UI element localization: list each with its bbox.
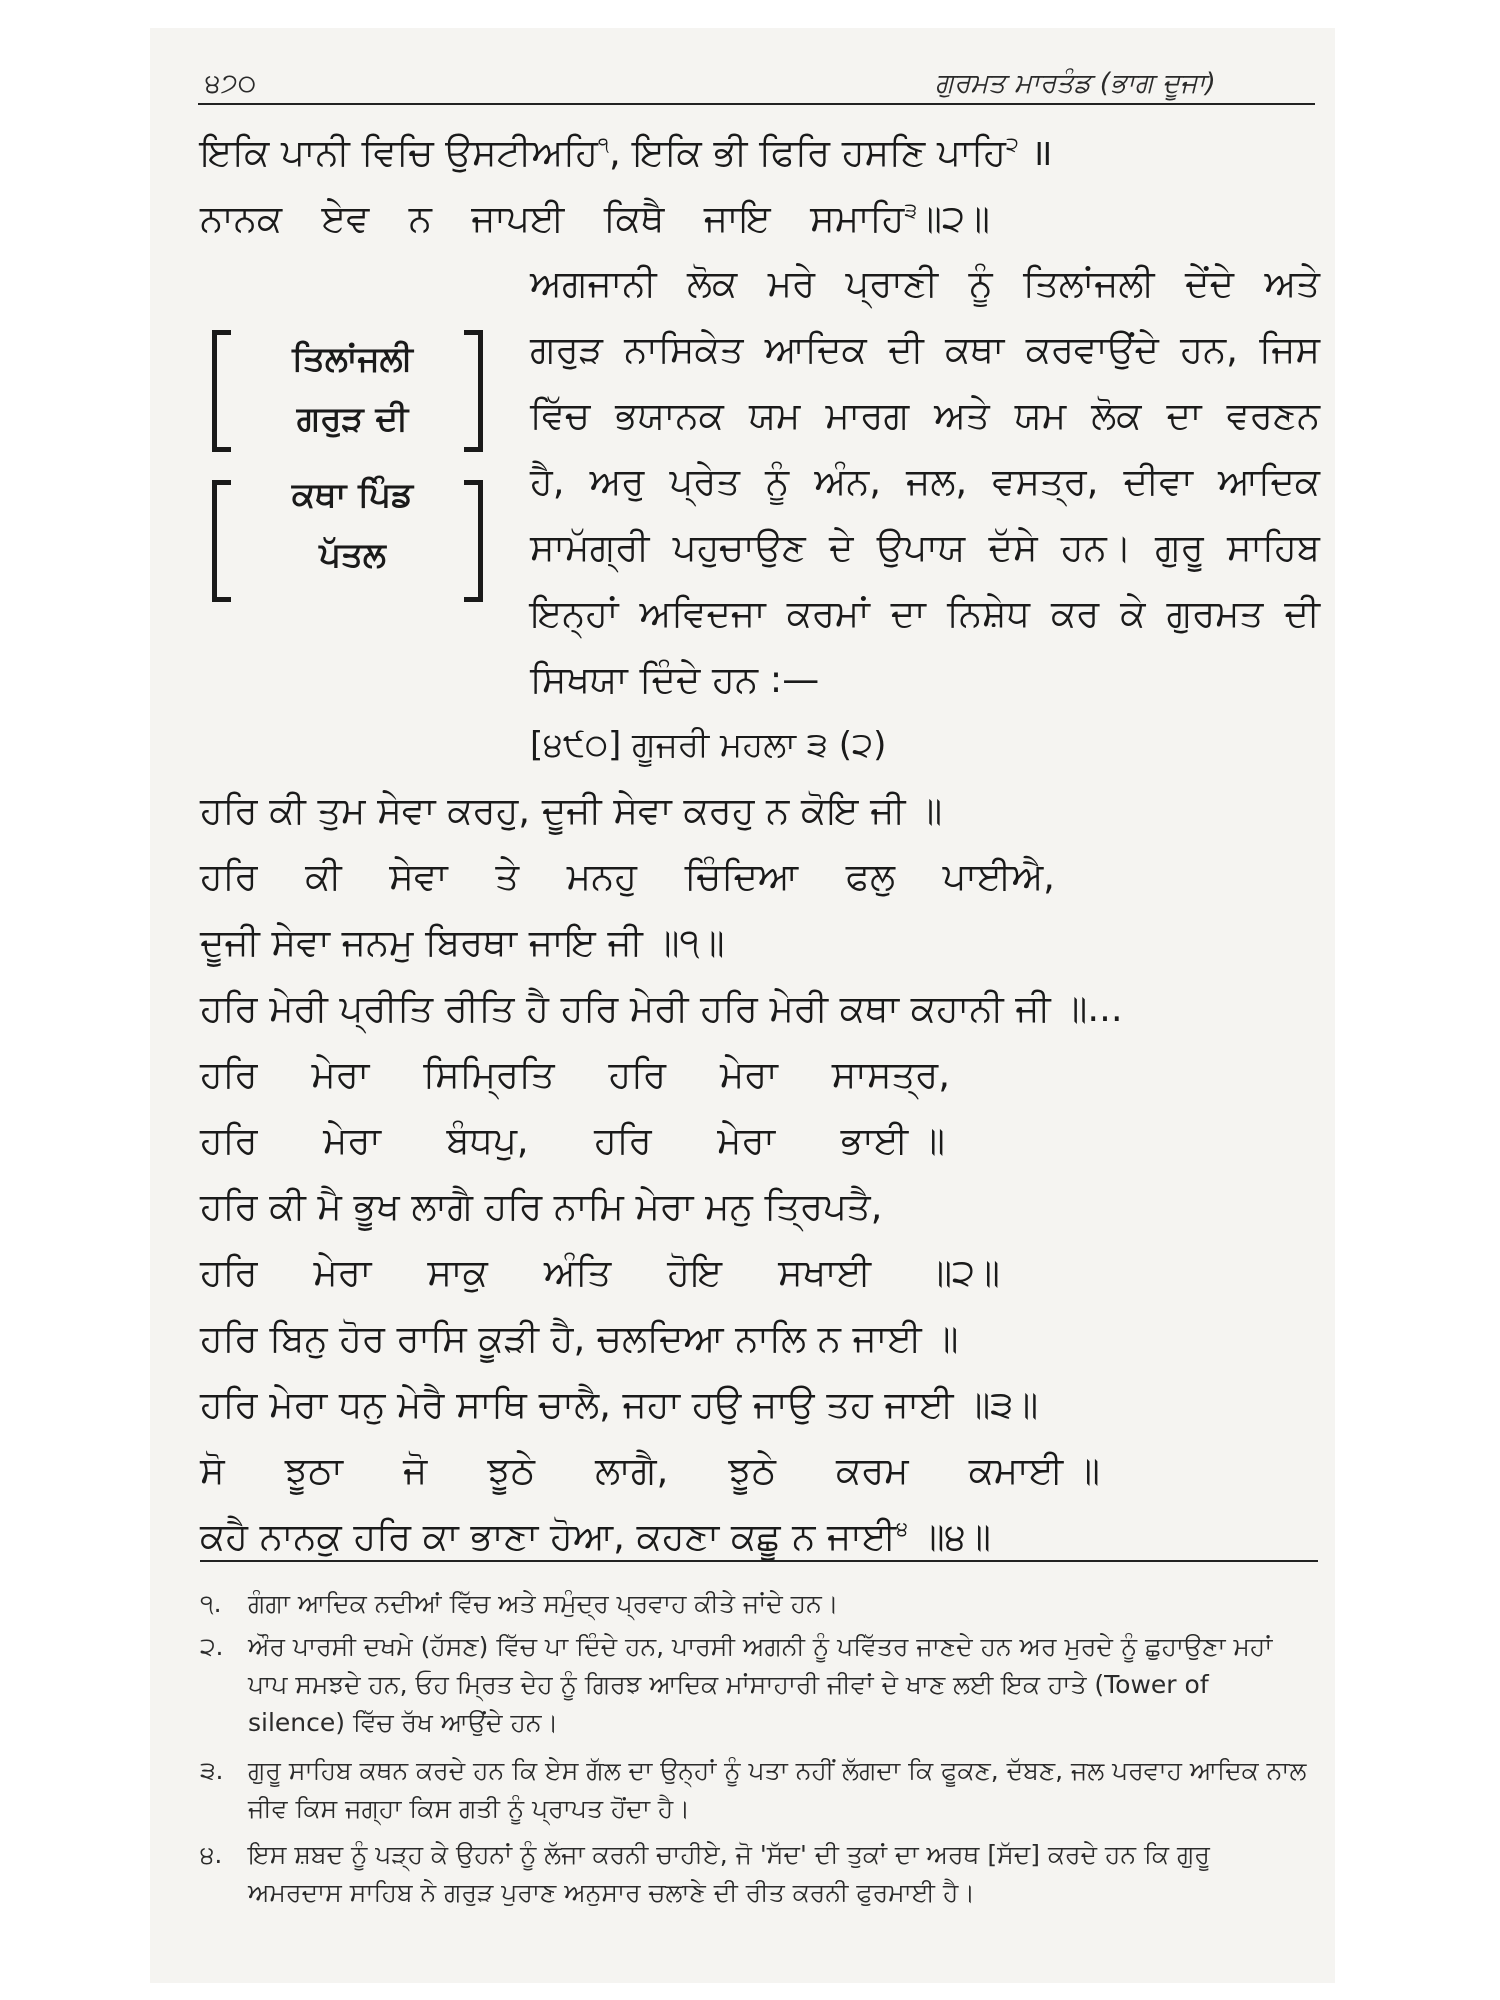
word: ਕੀ xyxy=(305,855,342,898)
word: ਲੋਕ xyxy=(687,262,738,305)
page-number: ੪੭੦ xyxy=(205,68,257,99)
margin-note-line: ਕਥਾ ਪਿੰਡ xyxy=(291,475,414,515)
word: ਜਾਇ xyxy=(703,197,771,240)
paragraph-line xyxy=(530,329,1320,372)
paragraph-line xyxy=(530,461,1320,504)
word: ਤਿਲਾਂਜਲੀ xyxy=(1023,262,1155,305)
verse-line-2 xyxy=(200,198,990,241)
scripture-reference: [੪੯੦] ਗੂਜਰੀ ਮਹਲਾ ੩ (੨) xyxy=(530,725,887,765)
footnote-ref: ੨ xyxy=(1006,132,1019,157)
word: ਕਰਮ xyxy=(836,1449,909,1492)
word: ਸਖਾਈ xyxy=(778,1251,872,1294)
shabad-line: ਹਰਿ ਮੇਰਾ ਧਨੁ ਮੇਰੈ ਸਾਥਿ ਚਾਲੈ, ਜਹਾ ਹਉ ਜਾਉ ਤਹ ਜਾਈ ॥੩॥ xyxy=(200,1383,1039,1426)
margin-note-box-1 xyxy=(240,330,465,449)
word: ਨਾਨਕ xyxy=(200,197,283,240)
word: ਆਦਿਕ xyxy=(764,328,867,371)
footnote-text: ਗੰਗਾ ਆਦਿਕ ਨਦੀਆਂ ਵਿੱਚ ਅਤੇ ਸਮੁੰਦ੍ਰ ਪ੍ਰਵਾਹ ਕੀਤੇ ਜਾਂਦੇ ਹਨ। xyxy=(248,1589,839,1618)
word: ਹੈ, xyxy=(530,460,565,503)
shabad-line xyxy=(200,1516,1320,1559)
footnote-text: ਗੁਰੂ ਸਾਹਿਬ ਕਥਨ ਕਰਦੇ ਹਨ ਕਿ ਏਸ ਗੱਲ ਦਾ ਉਨ੍ਹਾਂ ਨੂੰ ਪਤਾ ਨਹੀਂ ਲੱਗਦਾ ਕਿ ਫੂਕਣ, ਦੱਬਣ, ਜਲ ਪਰਵਾਹ ਆਦਿਕ ਨਾਲ ਜੀਵ ਕਿਸ ਜਗ੍ਹਾ ਕਿਸ ਗਤੀ ਨੂੰ ਪ੍ਰਾਪਤ ਹੋਂਦਾ ਹੈ। xyxy=(248,1756,1307,1823)
word: ਮੇਰਾ xyxy=(717,1119,776,1162)
word: ਚਿੰਦਿਆ xyxy=(684,855,799,898)
right-bracket xyxy=(464,330,483,452)
word: ਯਮ xyxy=(748,394,801,437)
footnote-ref: ੩ xyxy=(904,198,918,223)
word: ਭਾਈ ॥ xyxy=(840,1119,945,1162)
verse-text: ॥੪॥ xyxy=(907,1515,991,1558)
word xyxy=(810,198,990,241)
word: ਵਿੱਚ xyxy=(530,394,591,437)
word: ਨੂੰ xyxy=(765,460,790,503)
footnote-ref: ੧ xyxy=(597,132,609,157)
word: ਮੇਰਾ xyxy=(719,1053,778,1096)
footnote-4 xyxy=(200,1836,1320,1956)
word: ਜਲ, xyxy=(906,460,968,503)
word: ਹਨ। xyxy=(1060,526,1132,569)
word: ਲਾਗੈ, xyxy=(595,1449,669,1492)
word: ਲੋਕ xyxy=(1091,394,1142,437)
word: ਵਰਣਨ xyxy=(1226,394,1320,437)
margin-note-line: ਪੱਤਲ xyxy=(319,534,386,575)
footnote-3 xyxy=(200,1752,1320,1832)
word: ਗੁਰੂ xyxy=(1155,526,1204,569)
verse-text: ॥੨॥ xyxy=(917,197,990,240)
word: ਗਰੁੜ xyxy=(530,328,603,371)
word: ਸਾਮੱਗ੍ਰੀ xyxy=(530,526,650,569)
word: ਕਥਾ xyxy=(945,328,1005,371)
footnote-rule xyxy=(200,1560,1318,1562)
word: ਅਤੇ xyxy=(934,394,990,437)
shabad-line xyxy=(200,1120,945,1163)
shabad-line xyxy=(200,1450,1100,1493)
word: ਵਸਤ੍ਰ, xyxy=(992,460,1099,503)
word: ਹਰਿ xyxy=(200,1053,258,1096)
word: ਜੋ xyxy=(403,1449,428,1492)
word: ਪਹੁਚਾਉਣ xyxy=(672,526,806,569)
footnote-number: ੩. xyxy=(200,1756,224,1785)
word: ਅਰੁ xyxy=(589,460,645,503)
word: ਉਪਾਯ xyxy=(876,526,966,569)
footnote-text: ਔਰ ਪਾਰਸੀ ਦਖਮੇ (ਹੱਸਣ) ਵਿੱਚ ਪਾ ਦਿੰਦੇ ਹਨ, ਪਾਰਸੀ ਅਗਨੀ ਨੂੰ ਪਵਿੱਤਰ ਜਾਣਦੇ ਹਨ ਅਰ ਮੁਰਦੇ ਨੂੰ ਛੁਹਾਉਣਾ ਮਹਾਂ ਪਾਪ ਸਮਝਦੇ ਹਨ, ਓਹ ਮ੍ਰਿਤ ਦੇਹ ਨੂੰ ਗਿਰਝ ਆਦਿਕ ਮਾਂਸਾਹਾਰੀ ਜੀਵਾਂ ਦੇ ਖਾਣ ਲਈ ਇਕ ਹਾਤੇ (Tower of silence) ਵਿੱਚ ਰੱਖ ਆਉਂਦੇ ਹਨ। xyxy=(248,1632,1273,1737)
shabad-line: ਦੂਜੀ ਸੇਵਾ ਜਨਮੁ ਬਿਰਥਾ ਜਾਇ ਜੀ ॥੧॥ xyxy=(200,921,725,964)
word: ਨੂੰ xyxy=(968,262,993,305)
word: ਯਮ xyxy=(1014,394,1067,437)
word: ਦੀ xyxy=(1284,592,1320,635)
word: ਅਵਿਦਜਾ xyxy=(639,592,766,635)
word: ਆਦਿਕ xyxy=(1218,460,1320,503)
word: ਅੰਤਿ xyxy=(543,1251,612,1294)
word: ਸੋ xyxy=(200,1449,225,1492)
word: ਕਿਥੈ xyxy=(603,197,665,240)
word: ਦਾ xyxy=(890,592,926,635)
word: ਕਮਾਈ ॥ xyxy=(968,1449,1100,1492)
verse-text: ਇਕਿ ਪਾਨੀ ਵਿਚਿ ਉਸਟੀਅਹਿ xyxy=(200,131,598,174)
word: ਇਨ੍ਹਾਂ xyxy=(530,592,619,635)
word: ਸੇਵਾ xyxy=(389,855,448,898)
margin-note-line: ਗਰੁੜ ਦੀ xyxy=(296,398,409,439)
left-bracket xyxy=(212,330,231,452)
verse-text: , ਇਕਿ ਭੀ ਫਿਰਿ ਹਸਣਿ ਪਾਹਿ xyxy=(608,131,1007,174)
word: ਜਿਸ xyxy=(1259,328,1320,371)
word: ਕਰਵਾਉਂਦੇ xyxy=(1025,328,1159,371)
word: ਤੇ xyxy=(495,855,520,898)
word: ਕੇ xyxy=(1120,592,1146,635)
word: ਪ੍ਰੇਤ xyxy=(669,460,740,503)
word: ਅਗਜਾਨੀ xyxy=(530,262,657,305)
paragraph-line xyxy=(530,395,1320,438)
word: ਦੀ xyxy=(888,328,924,371)
word: ਮਰੇ xyxy=(767,262,816,305)
word: ਹਰਿ xyxy=(200,855,258,898)
word: ਸਾਸਤ੍ਰ, xyxy=(831,1053,950,1096)
word: ਮੇਰਾ xyxy=(313,1251,372,1294)
word: ਸਾਕੁ xyxy=(427,1251,488,1294)
shabad-line: ਹਰਿ ਬਿਨੁ ਹੋਰ ਰਾਸਿ ਕੂੜੀ ਹੈ, ਚਲਦਿਆ ਨਾਲਿ ਨ ਜਾਈ ॥ xyxy=(200,1317,959,1360)
shabad-line xyxy=(200,1054,950,1097)
word: ਨਾਸਿਕੇਤ xyxy=(624,328,744,371)
word: ॥੨॥ xyxy=(927,1251,1000,1294)
footnote-ref: ੪ xyxy=(896,1516,908,1541)
footnote-2 xyxy=(200,1628,1320,1748)
paragraph-line xyxy=(530,593,1320,636)
word: ਝੂਠੇ xyxy=(728,1449,776,1492)
footnote-1 xyxy=(200,1585,1320,1625)
word: ਅਤੇ xyxy=(1264,262,1320,305)
paragraph-line xyxy=(530,527,1320,570)
word: ਬੰਧਪੁ, xyxy=(446,1119,529,1162)
word: ਮੇਰਾ xyxy=(311,1053,370,1096)
running-header-title: ਗੁਰਮਤ ਮਾਰਤੰਡ (ਭਾਗ ਦੂਜਾ) xyxy=(935,68,1216,99)
shabad-line: ਹਰਿ ਕੀ ਤੁਮ ਸੇਵਾ ਕਰਹੁ, ਦੂਜੀ ਸੇਵਾ ਕਰਹੁ ਨ ਕੋਇ ਜੀ ॥ xyxy=(200,789,943,832)
word: ਦਾ xyxy=(1166,394,1202,437)
word: ਭਯਾਨਕ xyxy=(615,394,724,437)
word: ਹਰਿ xyxy=(594,1119,652,1162)
footnote-number: ੨. xyxy=(200,1632,224,1661)
word: ਦੇ xyxy=(828,526,854,569)
footnote-number: ੧. xyxy=(200,1589,222,1618)
word: ਮਨਹੁ xyxy=(566,855,637,898)
right-bracket xyxy=(464,480,483,602)
verse-text: ਕਹੈ ਨਾਨਕੁ ਹਰਿ ਕਾ ਭਾਣਾ ਹੋਆ, ਕਹਣਾ ਕਛੂ ਨ ਜਾਈ xyxy=(200,1515,897,1558)
shabad-line xyxy=(200,856,1055,899)
word: ਗੁਰਮਤ xyxy=(1166,592,1264,635)
word: ਝੂਠਾ xyxy=(284,1449,343,1492)
paragraph-line xyxy=(530,263,1320,306)
word: ਨ xyxy=(408,197,432,240)
footnote-number: ੪. xyxy=(200,1840,223,1869)
word: ਦੇਂਦੇ xyxy=(1185,262,1235,305)
word: ਅੰਨ, xyxy=(814,460,882,503)
word: ਹਰਿ xyxy=(200,1251,258,1294)
shabad-line xyxy=(200,1252,1000,1295)
word: ਮਾਰਗ xyxy=(825,394,910,437)
word: ਪ੍ਰਾਣੀ xyxy=(845,262,939,305)
word: ਜਾਪਈ xyxy=(471,197,565,240)
shabad-line: ਹਰਿ ਮੇਰੀ ਪ੍ਰੀਤਿ ਰੀਤਿ ਹੈ ਹਰਿ ਮੇਰੀ ਹਰਿ ਮੇਰੀ ਕਥਾ ਕਹਾਨੀ ਜੀ ॥... xyxy=(200,987,1123,1030)
verse-text: ॥ xyxy=(1018,131,1053,174)
word: ਹਰਿ xyxy=(608,1053,667,1096)
margin-note-box-2 xyxy=(240,466,465,585)
verse-text: ਸਮਾਹਿ xyxy=(810,197,905,240)
word: ਪਾਈਐ, xyxy=(942,855,1055,898)
paragraph-line-last: ਸਿਖਯਾ ਦਿੰਦੇ ਹਨ :— xyxy=(530,658,820,701)
left-bracket xyxy=(212,480,231,602)
verse-line-1 xyxy=(200,132,1320,175)
word: ਕਰਮਾਂ xyxy=(786,592,870,635)
margin-note-line: ਤਿਲਾਂਜਲੀ xyxy=(292,339,413,379)
word: ਕਰ xyxy=(1051,592,1100,635)
word: ਦੱਸੇ xyxy=(988,526,1038,569)
word: ਦੀਵਾ xyxy=(1123,460,1193,503)
header-rule xyxy=(198,103,1315,105)
word: ਸਿਮ੍ਰਿਤਿ xyxy=(423,1053,555,1096)
word: ਝੂਠੇ xyxy=(487,1449,535,1492)
word: ਹੋਇ xyxy=(667,1251,723,1294)
shabad-line: ਹਰਿ ਕੀ ਮੈ ਭੂਖ ਲਾਗੈ ਹਰਿ ਨਾਮਿ ਮੇਰਾ ਮਨੁ ਤ੍ਰਿਪਤੈ, xyxy=(200,1185,883,1228)
word: ਨਿਸ਼ੇਧ xyxy=(946,592,1030,635)
word: ਫਲੁ xyxy=(845,855,895,898)
footnote-text: ਇਸ ਸ਼ਬਦ ਨੂੰ ਪੜ੍ਹ ਕੇ ਉਹਨਾਂ ਨੂੰ ਲੱਜਾ ਕਰਨੀ ਚਾਹੀਏ, ਜੋ 'ਸੱਦ' ਦੀ ਤੁਕਾਂ ਦਾ ਅਰਥ [ਸੱਦ] ਕਰਦੇ ਹਨ ਕਿ ਗੁਰੂ ਅਮਰਦਾਸ ਸਾਹਿਬ ਨੇ ਗਰੁੜ ਪੁਰਾਣ ਅਨੁਸਾਰ ਚਲਾਣੇ ਦੀ ਰੀਤ ਕਰਨੀ ਫੁਰਮਾਈ ਹੈ। xyxy=(248,1840,1210,1907)
word: ਹਨ, xyxy=(1180,328,1238,371)
word: ਹਰਿ xyxy=(200,1119,258,1162)
word: ਏਵ xyxy=(321,197,370,240)
word: ਸਾਹਿਬ xyxy=(1227,526,1320,569)
word: ਮੇਰਾ xyxy=(323,1119,381,1162)
